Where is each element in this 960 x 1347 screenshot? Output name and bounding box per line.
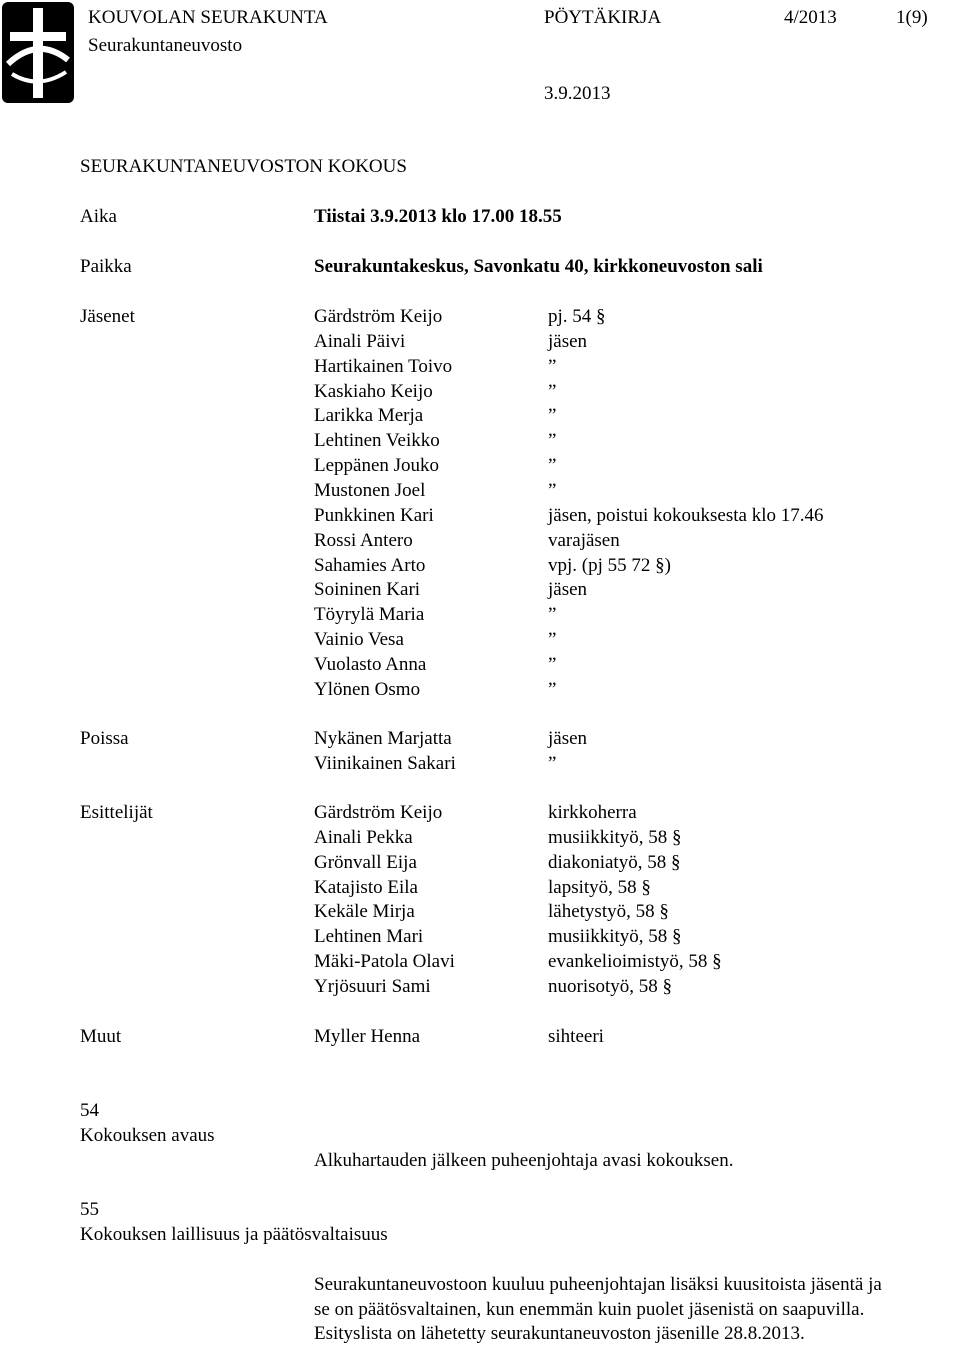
person-name: Lehtinen Veikko (314, 430, 440, 452)
person-name: Vainio Vesa (314, 629, 404, 651)
person-name: Lehtinen Mari (314, 926, 424, 948)
place-value: Seurakuntakeskus, Savonkatu 40, kirkkoneuvoston sali (314, 256, 763, 277)
person-role: pj. 54 § (548, 306, 606, 327)
person-name: Viinikainen Sakari (314, 752, 456, 774)
presenters-label: Esittelijät (80, 802, 153, 823)
person-name: Leppänen Jouko (314, 455, 440, 477)
person-name: Larikka Merja (314, 405, 424, 427)
section-54-body-line: Alkuhartauden jälkeen puheenjohtaja avasi kokouksen. (314, 1150, 734, 1171)
members-label: Jäsenet (80, 306, 135, 327)
person-name: Nykänen Marjatta (314, 728, 452, 749)
person-name: Mäki-Patola Olavi (314, 951, 455, 973)
person-name: Kekäle Mirja (314, 901, 415, 923)
org-name: KOUVOLAN SEURAKUNTA (88, 7, 328, 28)
person-role: jäsen (548, 330, 588, 352)
person-role: ” (548, 380, 557, 402)
person-role: ” (548, 653, 557, 675)
person-role: jäsen (548, 579, 588, 601)
person-name: Soininen Kari (314, 579, 421, 601)
person-role: evankelioimistyö, 58 § (548, 951, 722, 973)
others-label: Muut (80, 1026, 122, 1047)
person-name: Grönvall Eija (314, 851, 417, 873)
section-55-body-line: Esityslista on lähetetty seurakuntaneuvoston jäsenille 28.8.2013. (314, 1323, 805, 1344)
person-role: ” (548, 405, 557, 427)
section-55-body-line: Seurakuntaneuvostoon kuuluu puheenjohtajan lisäksi kuusitoista jäsentä ja (314, 1274, 882, 1295)
person-role: musiikkityö, 58 § (548, 926, 682, 948)
absent-label: Poissa (80, 728, 129, 749)
person-name: Gärdström Keijo (314, 802, 443, 823)
person-role: varajäsen (548, 529, 620, 551)
person-name: Ainali Pekka (314, 826, 413, 848)
person-name: Sahamies Arto (314, 554, 426, 576)
person-role: diakoniatyö, 58 § (548, 851, 681, 873)
person-name: Rossi Antero (314, 529, 413, 551)
time-label: Aika (80, 206, 117, 227)
person-role: ” (548, 355, 557, 377)
person-name: Kaskiaho Keijo (314, 380, 433, 402)
section-55-title: Kokouksen laillisuus ja päätösvaltaisuus (80, 1224, 388, 1245)
person-name: Vuolasto Anna (314, 653, 427, 675)
person-name: Töyrylä Maria (314, 604, 425, 626)
cross-logo-icon (2, 2, 74, 103)
person-name: Katajisto Eila (314, 876, 418, 898)
person-role: nuorisotyö, 58 § (548, 975, 673, 997)
person-role: ” (548, 752, 557, 774)
meeting-title: SEURAKUNTANEUVOSTON KOKOUS (80, 156, 407, 177)
person-role: jäsen (548, 728, 588, 749)
time-value: Tiistai 3.9.2013 klo 17.00 18.55 (314, 206, 562, 227)
person-role: ” (548, 629, 557, 651)
section-55-number: 55 (80, 1199, 99, 1220)
person-role: lapsityö, 58 § (548, 876, 651, 898)
person-role: ” (548, 604, 557, 626)
person-role: jäsen, poistui kokouksesta klo 17.46 (548, 504, 824, 526)
person-name: Mustonen Joel (314, 479, 426, 501)
doc-type: PÖYTÄKIRJA (544, 7, 662, 28)
dept-name: Seurakuntaneuvosto (88, 35, 243, 56)
person-role: musiikkityö, 58 § (548, 826, 682, 848)
person-name: Yrjösuuri Sami (314, 975, 431, 997)
person-name: Ainali Päivi (314, 330, 406, 352)
person-role: lähetystyö, 58 § (548, 901, 669, 923)
person-role: ” (548, 678, 557, 700)
person-role: ” (548, 455, 557, 477)
person-name: Punkkinen Kari (314, 504, 434, 526)
person-role: sihteeri (548, 1026, 604, 1047)
doc-number: 4/2013 (784, 7, 837, 28)
person-role: ” (548, 430, 557, 452)
doc-date: 3.9.2013 (544, 83, 611, 104)
place-label: Paikka (80, 256, 132, 277)
section-54-title: Kokouksen avaus (80, 1125, 215, 1146)
person-role: vpj. (pj 55 72 §) (548, 554, 671, 576)
person-name: Hartikainen Toivo (314, 355, 453, 377)
person-role: ” (548, 479, 557, 501)
section-54-number: 54 (80, 1100, 99, 1121)
page-number: 1(9) (896, 7, 928, 28)
parish-logo (2, 2, 74, 103)
person-role: kirkkoherra (548, 802, 637, 823)
person-name: Myller Henna (314, 1026, 421, 1047)
person-name: Ylönen Osmo (314, 678, 421, 700)
person-name: Gärdström Keijo (314, 306, 443, 327)
section-55-body-line: se on päätösvaltainen, kun enemmän kuin puolet jäsenistä on saapuvilla. (314, 1299, 865, 1320)
